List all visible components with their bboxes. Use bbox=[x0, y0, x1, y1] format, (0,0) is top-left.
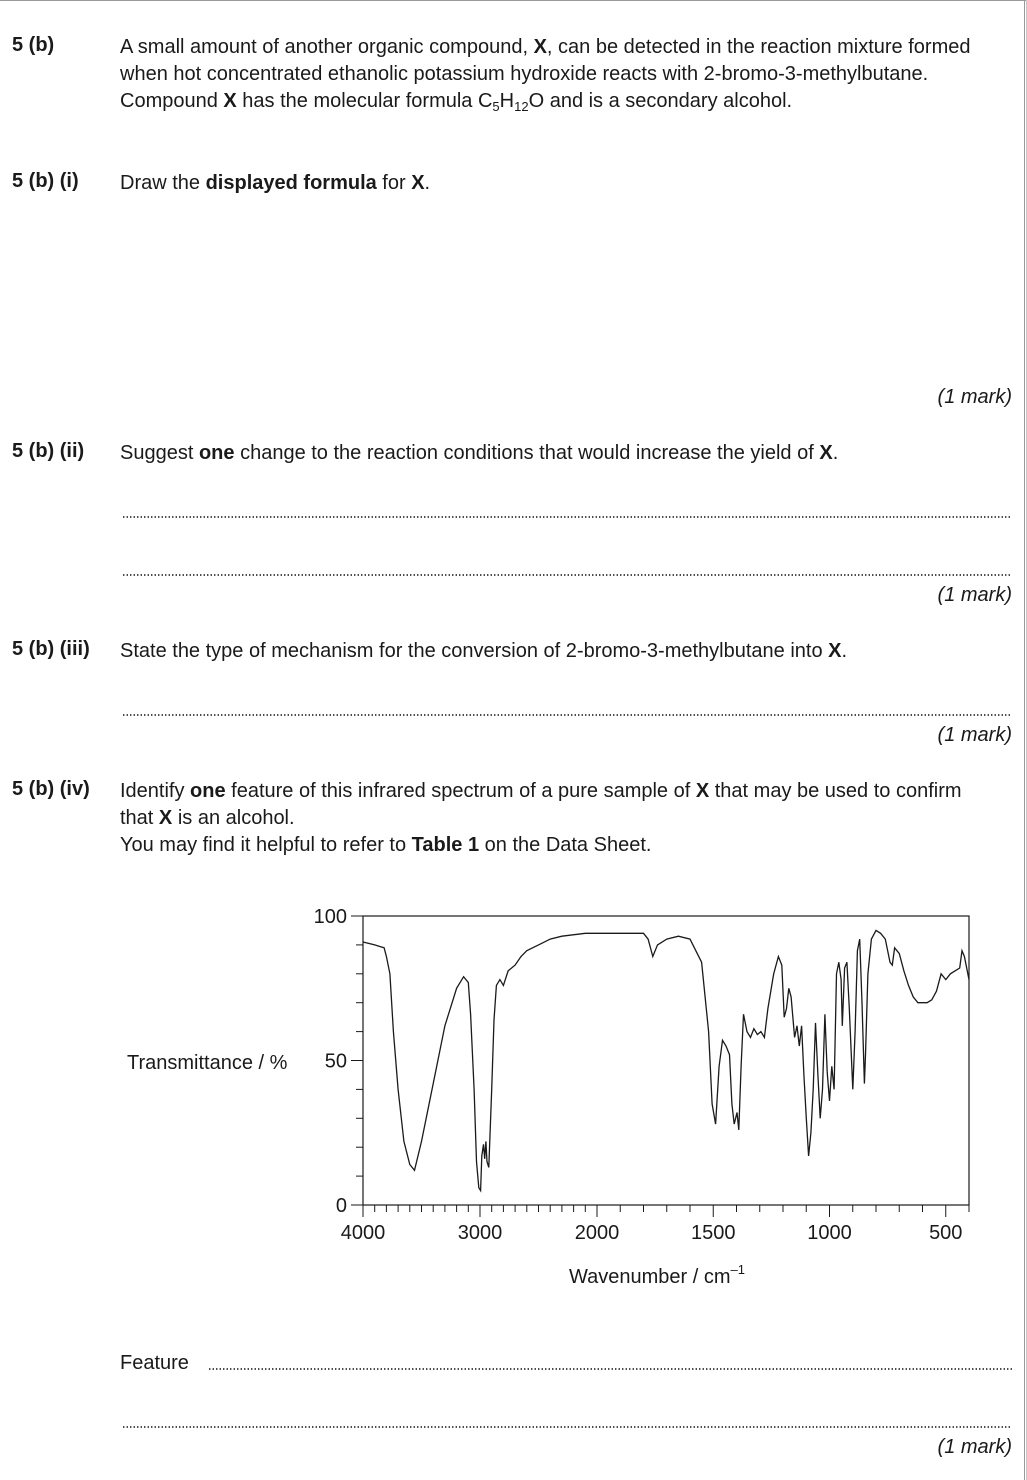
spectrum-series-line bbox=[363, 930, 969, 1190]
q5bi-bold: displayed formula bbox=[205, 172, 377, 194]
answer-line-feature-2[interactable] bbox=[122, 1426, 1012, 1428]
q5bii-bold: one bbox=[198, 442, 235, 464]
q5b-text-part: O and is a secondary alcohol. bbox=[528, 90, 793, 112]
y-tick-label: 100 bbox=[313, 906, 347, 928]
q5bi-text-part: for bbox=[376, 172, 412, 194]
q5b-text-part: has the molecular formula C bbox=[236, 90, 493, 112]
answer-line-feature-1[interactable] bbox=[208, 1368, 1012, 1370]
x-tick-label: 2000 bbox=[574, 1222, 620, 1244]
question-5biii-text bbox=[120, 638, 1000, 665]
q5b-text-part: , can be detected in the reaction mixture formed when hot concentrated ethanolic potassium hydroxide reacts with 2-bromo-3-methylbutane. bbox=[120, 36, 971, 85]
q5biii-text-part: . bbox=[841, 640, 848, 662]
answer-line-5bii-2[interactable] bbox=[122, 574, 1012, 576]
x-tick-label: 4000 bbox=[340, 1222, 386, 1244]
mark-5biii: (1 mark) bbox=[937, 724, 1012, 746]
q5bi-text-part: Draw the bbox=[120, 172, 206, 194]
question-5bii-text bbox=[120, 440, 1000, 467]
x-tick-label: 500 bbox=[929, 1222, 963, 1244]
x-axis-label bbox=[569, 1262, 745, 1288]
axis-ticks bbox=[351, 916, 969, 1217]
question-5bi-text bbox=[120, 170, 1000, 197]
q5biv-text-part: on the Data Sheet. bbox=[479, 834, 652, 856]
plot-frame bbox=[363, 916, 969, 1205]
question-number-5b: 5 (b) bbox=[12, 34, 55, 56]
page-border-top bbox=[0, 0, 1027, 1]
q5biv-text-part: You may find it helpful to refer to bbox=[120, 834, 412, 856]
question-5biv-text bbox=[120, 778, 1000, 859]
y-tick-label: 50 bbox=[324, 1050, 347, 1073]
answer-line-5biii[interactable] bbox=[122, 714, 1012, 716]
mark-5bii: (1 mark) bbox=[937, 584, 1012, 606]
answer-line-5bii-1[interactable] bbox=[122, 516, 1012, 518]
formula-subscript: 12 bbox=[514, 99, 529, 114]
q5biv-text-part: is an alcohol. bbox=[172, 807, 295, 829]
compound-x-label: X bbox=[158, 807, 173, 829]
y-tick-label: 0 bbox=[335, 1195, 347, 1217]
question-5b-text bbox=[120, 34, 1000, 115]
q5b-text-part: Compound bbox=[120, 90, 224, 112]
x-axis-label-superscript: –1 bbox=[730, 1262, 745, 1277]
compound-x-label: X bbox=[223, 90, 237, 112]
y-axis-label: Transmittance / % bbox=[127, 1052, 288, 1074]
drawing-answer-area[interactable] bbox=[120, 205, 1010, 380]
q5bii-text-part: Suggest bbox=[120, 442, 199, 464]
x-tick-label: 3000 bbox=[457, 1222, 503, 1244]
question-number-5bii: 5 (b) (ii) bbox=[12, 440, 85, 462]
mark-5bi: (1 mark) bbox=[937, 386, 1012, 408]
compound-x-label: X bbox=[533, 36, 547, 58]
q5b-text-part: A small amount of another organic compound, bbox=[120, 36, 534, 58]
q5biv-bold: Table 1 bbox=[411, 834, 480, 856]
q5bii-text-part: . bbox=[832, 442, 839, 464]
q5biv-text-part: that may be used to confirm that bbox=[120, 780, 962, 829]
formula-element: H bbox=[499, 90, 515, 112]
question-number-5biv: 5 (b) (iv) bbox=[12, 778, 90, 800]
compound-x-label: X bbox=[695, 780, 710, 802]
ir-spectrum-chart bbox=[0, 890, 1027, 1310]
q5biv-text-part: Identify bbox=[120, 780, 191, 802]
feature-label: Feature bbox=[120, 1352, 189, 1374]
q5biii-text-part: State the type of mechanism for the conversion of 2-bromo-3-methylbutane into bbox=[120, 640, 829, 662]
compound-x-label: X bbox=[828, 640, 842, 662]
x-axis-label-text: Wavenumber / cm bbox=[569, 1266, 731, 1288]
q5bii-text-part: change to the reaction conditions that would increase the yield of bbox=[234, 442, 820, 464]
q5biv-text-part: feature of this infrared spectrum of a pure sample of bbox=[225, 780, 696, 802]
mark-5biv: (1 mark) bbox=[937, 1436, 1012, 1458]
compound-x-label: X bbox=[411, 172, 425, 194]
formula-subscript: 5 bbox=[492, 99, 500, 114]
question-number-5biii: 5 (b) (iii) bbox=[12, 638, 90, 660]
question-number-5bi: 5 (b) (i) bbox=[12, 170, 79, 192]
x-tick-label: 1500 bbox=[691, 1222, 736, 1244]
q5bi-text-part: . bbox=[424, 172, 431, 194]
q5biv-bold: one bbox=[190, 780, 226, 802]
x-tick-label: 1000 bbox=[807, 1222, 852, 1244]
compound-x-label: X bbox=[819, 442, 833, 464]
